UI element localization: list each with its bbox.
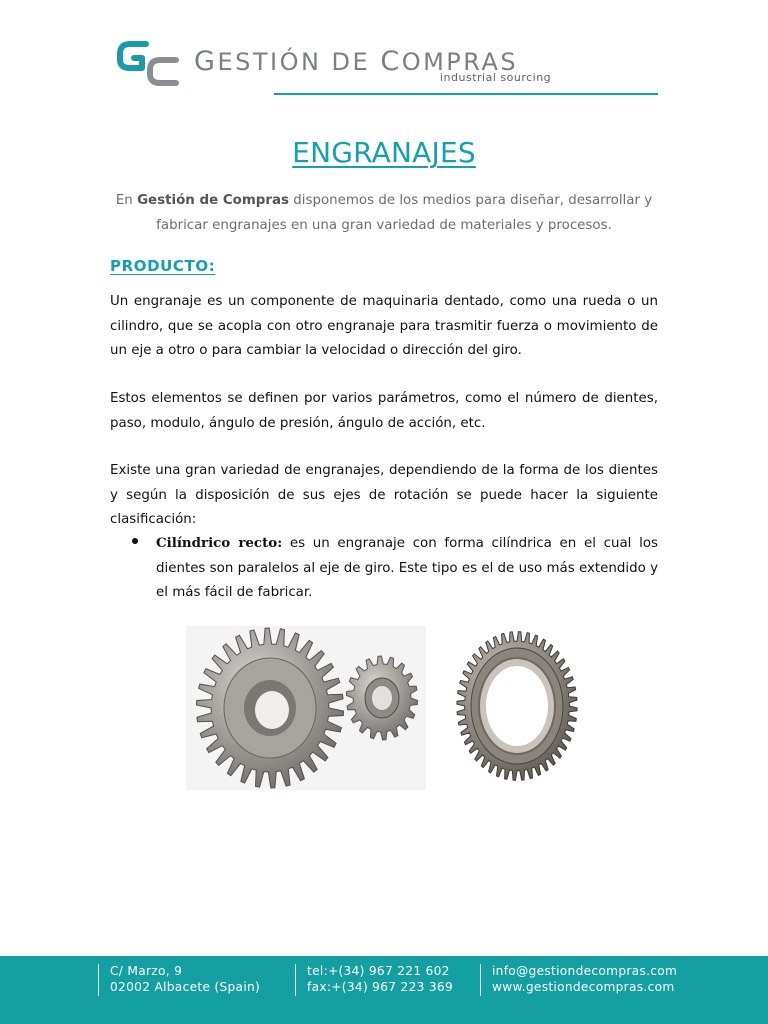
paragraph-definition: Un engranaje es un componente de maquinaria dentado, como una rueda o un cilindro, que se acopla con otro engranaje para trasmitir fuerza o movimiento de un eje a otro o para cambiar la velocidad o dirección del giro. xyxy=(110,294,658,358)
page-title: ENGRANAJES xyxy=(292,136,476,169)
brand-letter-g: G xyxy=(194,46,218,77)
brand-tagline: industrial sourcing xyxy=(440,71,552,84)
footer-fax: fax:+(34) 967 223 369 xyxy=(307,979,454,994)
intro-rest: disponemos de los medios para diseñar, desarrollar y fabricar engranajes en una gran variedad de materiales y procesos. xyxy=(156,193,653,233)
footer-tel: tel:+(34) 967 221 602 xyxy=(307,964,450,978)
intro-company-name: Gestión de Compras xyxy=(137,193,289,208)
footer-address-city: 02002 Albacete (Spain) xyxy=(110,979,261,994)
gc-logo-icon xyxy=(116,38,182,88)
brand-letter-c: C xyxy=(380,46,402,77)
spur-gear-pair-icon xyxy=(186,626,426,790)
footer-email: info@gestiondecompras.com xyxy=(492,964,678,978)
footer-phones xyxy=(295,964,453,996)
page-footer xyxy=(0,956,768,1024)
footer-address-street: C/ Marzo, 9 xyxy=(110,964,183,978)
intro-paragraph xyxy=(110,188,658,238)
bullet-icon xyxy=(132,538,138,544)
spur-gear-icon xyxy=(454,628,580,786)
paragraph-parameters: Estos elementos se definen por varios parámetros, como el número de dientes, paso, modulo, ángulo de presión, ángulo de acción, etc. xyxy=(110,391,658,431)
section-heading-producto: PRODUCTO: xyxy=(110,257,216,275)
bullet-term: Cilíndrico recto: xyxy=(156,535,283,551)
footer-contact xyxy=(480,964,677,996)
footer-website: www.gestiondecompras.com xyxy=(492,979,675,994)
page-header xyxy=(0,0,768,100)
bullet-item-cilindrico-recto xyxy=(156,531,658,606)
gear-photos xyxy=(186,626,586,790)
brand-word-estion-de: ESTIÓN DE xyxy=(217,48,381,76)
paragraph-classification: Existe una gran variedad de engranajes, dependiendo de la forma de los dientes y según la disposición de sus ejes de rotación se puede hacer la siguiente clasificación: xyxy=(110,463,658,527)
bullet-description: es un engranaje con forma cilíndrica en el cual los dientes son paralelos al eje de giro. Este tipo es el de uso más extendido y el más fácil de fabricar. xyxy=(156,536,658,600)
header-rule xyxy=(274,93,658,95)
intro-lead: En xyxy=(115,193,138,208)
brand-word-ompras: OMPRAS xyxy=(401,48,519,76)
footer-address xyxy=(98,964,260,996)
